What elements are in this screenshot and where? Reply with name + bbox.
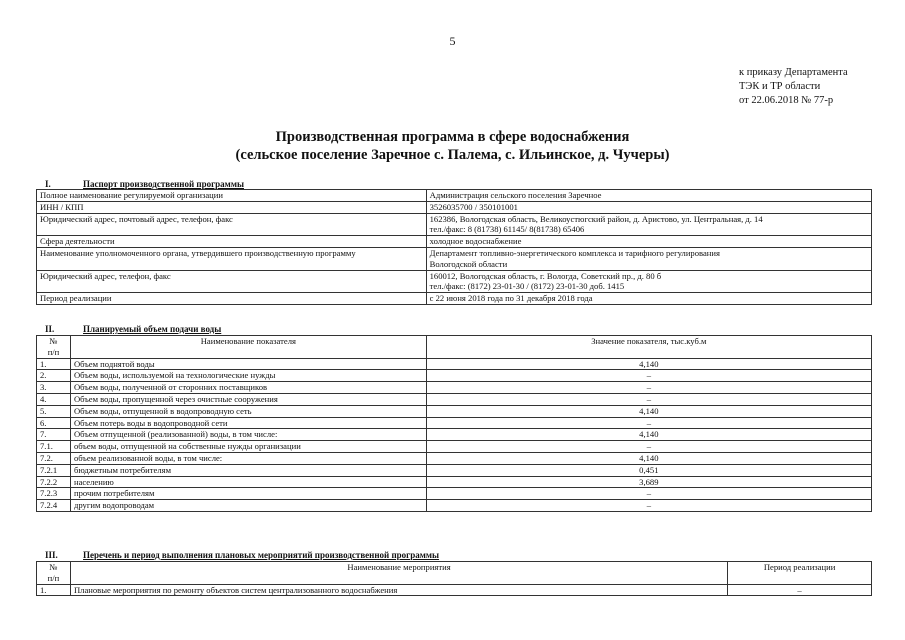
row-number: 7.2.2 [37, 476, 71, 488]
passport-row [37, 201, 872, 213]
water-supply-header-row [37, 336, 872, 359]
row-number: 7. [37, 429, 71, 441]
water-supply-row [37, 452, 872, 464]
approval-line-2: ТЭК и ТР области [739, 81, 821, 92]
passport-value-line-1: 160012, Вологодская область, г. Вологда, Советский пр., д. 80 б [429, 270, 662, 281]
indicator-value: – [426, 417, 871, 429]
passport-label: Юридический адрес, телефон, факс [37, 270, 427, 293]
row-number: 2. [37, 370, 71, 382]
indicator-name: объем воды, отпущенной на собственные нужды организации [70, 441, 426, 453]
indicator-name: Объем воды, отпущенной в водопроводную сеть [70, 405, 426, 417]
page-number: 5 [449, 34, 456, 48]
passport-value: с 22 июня 2018 года по 31 декабря 2018 года [426, 293, 871, 305]
indicator-name: прочим потребителям [70, 488, 426, 500]
passport-value [426, 270, 871, 293]
indicator-value: 4,140 [426, 452, 871, 464]
section-1-number: I. [45, 179, 51, 189]
passport-label: Наименование уполномоченного органа, утвердившего производственную программу [37, 247, 427, 270]
indicator-value: – [426, 382, 871, 394]
measures-table [36, 561, 872, 596]
passport-value [426, 213, 871, 236]
measure-name: Плановые мероприятия по ремонту объектов систем централизованного водоснабжения [70, 584, 727, 596]
section-3-title: Перечень и период выполнения плановых мероприятий производственной программы [83, 550, 440, 560]
indicator-name: населению [70, 476, 426, 488]
water-supply-row [37, 464, 872, 476]
passport-label: Сфера деятельности [37, 236, 427, 248]
header-number [37, 336, 71, 359]
passport-row [37, 213, 872, 236]
indicator-value: – [426, 500, 871, 512]
row-number: 7.2.1 [37, 464, 71, 476]
passport-value: 3526035700 / 350101001 [426, 201, 871, 213]
passport-row [37, 270, 872, 293]
section-1-heading [36, 179, 244, 189]
passport-row [37, 190, 872, 202]
header-number-line-2: п/п [47, 572, 60, 583]
row-number: 4. [37, 393, 71, 405]
header-measure-name: Наименование мероприятия [70, 562, 727, 585]
header-number [37, 562, 71, 585]
header-number-line-1: № [49, 336, 58, 346]
passport-value-line-2: тел./факс: 8 (81738) 61145/ 8(81738) 65406 [429, 224, 585, 235]
indicator-value: 4,140 [426, 405, 871, 417]
water-supply-row [37, 393, 872, 405]
title-line-2: (сельское поселение Заречное с. Палема, с. Ильинское, д. Чучеры) [235, 147, 670, 163]
passport-value-line-1: 162386, Вологодская область, Великоустюгский район, д. Аристово, ул. Центральная, д. 14 [429, 213, 763, 224]
water-supply-row [37, 405, 872, 417]
measures-row [37, 584, 872, 596]
indicator-name: Объем отпущенной (реализованной) воды, в том числе: [70, 429, 426, 441]
header-number-line-1: № [49, 562, 58, 572]
water-supply-row [37, 500, 872, 512]
passport-value-line-2: Вологодской области [429, 258, 508, 269]
header-period: Период реализации [728, 562, 872, 585]
water-supply-row [37, 382, 872, 394]
water-supply-table [36, 335, 872, 512]
section-1-title: Паспорт производственной программы [83, 179, 244, 189]
indicator-value: – [426, 393, 871, 405]
row-number: 1. [37, 358, 71, 370]
section-3-number: III. [45, 550, 58, 560]
passport-row [37, 247, 872, 270]
approval-line-3: от 22.06.2018 № 77-р [739, 95, 834, 106]
water-supply-row [37, 370, 872, 382]
row-number: 3. [37, 382, 71, 394]
row-number: 7.2.4 [37, 500, 71, 512]
water-supply-row [37, 417, 872, 429]
measures-header-row [37, 562, 872, 585]
row-number: 7.2.3 [37, 488, 71, 500]
passport-label: ИНН / КПП [37, 201, 427, 213]
passport-value: холодное водоснабжение [426, 236, 871, 248]
water-supply-row [37, 488, 872, 500]
indicator-value: 4,140 [426, 358, 871, 370]
indicator-name: Объем воды, используемой на технологические нужды [70, 370, 426, 382]
section-3-heading [36, 550, 439, 560]
section-2-number: II. [45, 324, 55, 334]
water-supply-row [37, 358, 872, 370]
passport-label: Период реализации [37, 293, 427, 305]
passport-table [36, 189, 872, 305]
row-number: 5. [37, 405, 71, 417]
passport-value [426, 247, 871, 270]
section-2-title: Планируемый объем подачи воды [83, 324, 222, 334]
indicator-value: – [426, 441, 871, 453]
header-indicator-value: Значение показателя, тыс.куб.м [426, 336, 871, 359]
header-indicator-name: Наименование показателя [70, 336, 426, 359]
passport-label: Юридический адрес, почтовый адрес, телефон, факс [37, 213, 427, 236]
passport-row [37, 293, 872, 305]
indicator-name: бюджетным потребителям [70, 464, 426, 476]
passport-value: Администрация сельского поселения Заречное [426, 190, 871, 202]
indicator-value: – [426, 488, 871, 500]
indicator-value: 3,689 [426, 476, 871, 488]
water-supply-row [37, 429, 872, 441]
passport-value-line-1: Департамент топливно-энергетического комплекса и тарифного регулирования [429, 247, 720, 258]
indicator-name: другим водопроводам [70, 500, 426, 512]
measure-period: – [728, 584, 872, 596]
indicator-value: 0,451 [426, 464, 871, 476]
row-number: 7.2. [37, 452, 71, 464]
title-line-1: Производственная программа в сфере водоснабжения [275, 129, 630, 145]
document-title [0, 128, 905, 164]
indicator-name: Объем поднятой воды [70, 358, 426, 370]
row-number: 1. [37, 584, 71, 596]
water-supply-row [37, 441, 872, 453]
water-supply-row [37, 476, 872, 488]
row-number: 6. [37, 417, 71, 429]
passport-value-line-2: тел./факс: (8172) 23-01-30 / (8172) 23-01-30 доб. 1415 [429, 281, 625, 292]
passport-label: Полное наименование регулируемой организации [37, 190, 427, 202]
indicator-name: Объем потерь воды в водопроводной сети [70, 417, 426, 429]
row-number: 7.1. [37, 441, 71, 453]
passport-row [37, 236, 872, 248]
indicator-value: – [426, 370, 871, 382]
indicator-name: объем реализованной воды, в том числе: [70, 452, 426, 464]
indicator-value: 4,140 [426, 429, 871, 441]
indicator-name: Объем воды, пропущенной через очистные сооружения [70, 393, 426, 405]
approval-reference [739, 66, 848, 108]
approval-line-1: к приказу Департамента [739, 67, 848, 78]
section-2-heading [36, 324, 221, 334]
header-number-line-2: п/п [47, 346, 60, 357]
indicator-name: Объем воды, полученной от сторонних поставщиков [70, 382, 426, 394]
